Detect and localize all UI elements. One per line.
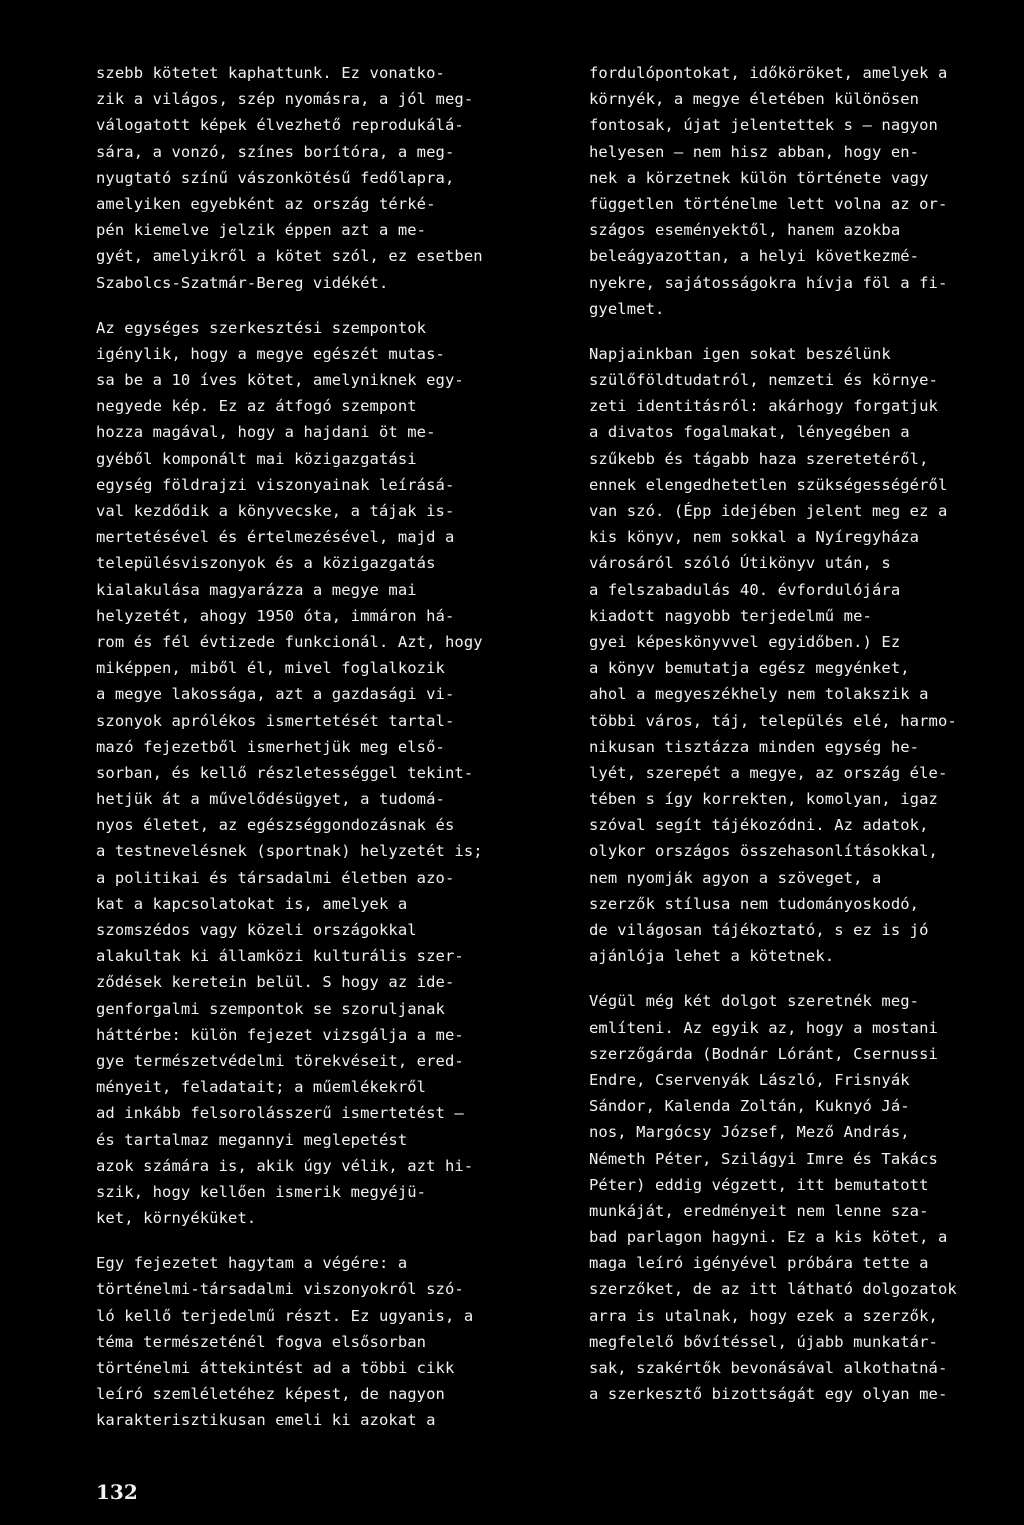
left-text-line: ad inkább felsorolásszerű ismertetést —: [96, 1104, 464, 1123]
right-text-line: szóval segít tájékozódni. Az adatok,: [589, 816, 929, 835]
right-text-line: arra is utalnak, hogy ezek a szerzők,: [589, 1306, 938, 1325]
right-text-line: fontosak, újat jelentettek s — nagyon: [589, 116, 938, 135]
right-text-line: helyesen — nem hisz abban, hogy en-: [589, 142, 920, 161]
right-text-line: nos, Margócsy József, Mező András,: [589, 1123, 910, 1142]
right-text-line: Végül még két dolgot szeretnék meg-: [589, 992, 920, 1011]
right-text-line: munkáját, eredményeit nem lenne sza-: [589, 1201, 929, 1220]
right-text-line: gyei képeskönyvvel egyidőben.) Ez: [589, 632, 901, 651]
right-paragraph-2: [589, 341, 1013, 970]
right-text-line: megfelelő bővítéssel, újabb munkatár-: [589, 1332, 938, 1351]
left-text-line: egység földrajzi viszonyainak leírásá-: [96, 475, 455, 494]
left-text-line: genforgalmi szempontok se szoruljanak: [96, 999, 445, 1018]
right-text-line: tében s így korrekten, komolyan, igaz: [589, 790, 938, 809]
left-text-line: történelmi áttekintést ad a többi cikk: [96, 1359, 455, 1377]
left-text-line: gyéből komponált mai közigazgatási: [96, 449, 417, 468]
page-number: 132: [96, 1480, 138, 1504]
right-text-line: kis könyv, nem sokkal a Nyíregyháza: [589, 528, 920, 547]
left-text-line: gyét, amelyikről a kötet szól, ez esetben: [96, 247, 483, 266]
left-text-line: mertetésével és értelmezésével, majd a: [96, 528, 455, 547]
right-text-line: nem nyomják agyon a szöveget, a: [589, 868, 882, 887]
right-text-line: ahol a megyeszékhely nem tolakszik a: [589, 685, 929, 704]
right-text-line: szerzőket, de az itt látható dolgozatok: [589, 1280, 957, 1299]
left-text-line: igénylik, hogy a megye egészét mutas-: [96, 344, 445, 363]
left-text-line: leíró szemléletéhez képest, de nagyon: [96, 1385, 445, 1404]
right-text-line: nikusan tisztázza minden egység he-: [589, 737, 920, 756]
right-text-line: ajánlója lehet a kötetnek.: [589, 947, 835, 966]
left-text-line: nyos életet, az egészséggondozásnak és: [96, 816, 455, 835]
left-text-line: hozza magával, hogy a hajdani öt me-: [96, 423, 436, 442]
left-text-line: pén kiemelve jelzik éppen azt a me-: [96, 221, 427, 240]
right-text-line: olykor országos összehasonlításokkal,: [589, 842, 938, 861]
left-text-line: szik, hogy kellően ismerik megyéjü-: [96, 1182, 427, 1201]
right-text-line: Péter) eddig végzett, itt bemutatott: [589, 1175, 929, 1194]
right-text-line: sak, szakértők bevonásával alkothatná-: [589, 1359, 948, 1377]
left-text-line: a testnevelésnek (sportnak) helyzetét is;: [96, 842, 483, 861]
right-text-line: beleágyazottan, a helyi következmé-: [589, 247, 920, 266]
left-text-line: és tartalmaz megannyi meglepetést: [96, 1130, 408, 1149]
left-text-line: amelyiken egyebként az ország térké-: [96, 194, 436, 213]
right-text-line: a szerkesztő bizottságát egy olyan me-: [589, 1385, 948, 1404]
right-text-line: ennek elengedhetetlen szükségességéről: [589, 475, 948, 494]
left-text-line: ményeit, feladatait; a műemlékekről: [96, 1078, 427, 1097]
right-text-line: Endre, Cservenyák László, Frisnyák: [589, 1070, 910, 1089]
left-text-line: mazó fejezetből ismerhetjük meg első-: [96, 737, 445, 756]
right-text-line: független történelme lett volna az or-: [589, 194, 948, 213]
right-text-line: szülőföldtudatról, nemzeti és környe-: [589, 371, 938, 390]
left-text-line: negyede kép. Ez az átfogó szempont: [96, 397, 417, 416]
right-text-line: nek a körzetnek külön története vagy: [589, 168, 929, 187]
left-text-line: sára, a vonzó, színes borítóra, a meg-: [96, 142, 455, 161]
right-text-line: de világosan tájékoztató, s ez is jó: [589, 921, 929, 939]
left-text-line: val kezdődik a könyvecske, a tájak is-: [96, 502, 455, 520]
right-paragraph-1: [589, 60, 1013, 322]
right-text-line: szűkebb és tágabb haza szeretetéről,: [589, 449, 929, 468]
left-text-line: zik a világos, szép nyomásra, a jól meg-: [96, 90, 474, 109]
left-text-line: ló kellő terjedelmű részt. Ez ugyanis, a: [96, 1306, 474, 1325]
right-text-line: bad parlagon hagyni. Ez a kis kötet, a: [589, 1228, 948, 1247]
left-text-line: kat a kapcsolatokat is, amelyek a: [96, 894, 408, 913]
right-text-line: szágos eseményektől, hanem azokba: [589, 221, 901, 240]
left-text-line: alakultak ki államközi kulturális szer-: [96, 947, 464, 966]
left-text-line: szomszédos vagy közeli országokkal: [96, 921, 417, 939]
right-text-line: környék, a megye életében különösen: [589, 90, 920, 109]
left-text-line: szonyok aprólékos ismertetését tartal-: [96, 711, 455, 730]
right-paragraph-3: [589, 988, 1013, 1407]
left-text-line: sa be a 10 íves kötet, amelyniknek egy-: [96, 371, 464, 390]
left-text-line: sorban, és kellő részletességgel tekint-: [96, 763, 474, 782]
left-paragraph-1: [96, 60, 508, 296]
left-text-line: Egy fejezetet hagytam a végére: a: [96, 1254, 408, 1273]
left-text-line: helyzetét, ahogy 1950 óta, immáron há-: [96, 606, 455, 625]
right-text-line: városáról szóló Útikönyv után, s: [589, 554, 891, 573]
right-text-line: lyét, szerepét a megye, az ország éle-: [589, 763, 948, 782]
right-text-line: a divatos fogalmakat, lényegében a: [589, 423, 910, 442]
right-text-line: van szó. (Épp idejében jelent meg ez a: [589, 502, 948, 520]
right-column: [589, 60, 1013, 1407]
right-text-line: maga leíró igényével próbára tette a: [589, 1254, 929, 1273]
left-text-line: háttérbe: külön fejezet vizsgálja a me-: [96, 1025, 464, 1044]
right-text-line: fordulópontokat, időköröket, amelyek a: [589, 64, 948, 82]
right-text-line: Sándor, Kalenda Zoltán, Kuknyó Já-: [589, 1097, 910, 1116]
right-text-line: nyekre, sajátosságokra hívja föl a fi-: [589, 273, 948, 292]
right-text-line: említeni. Az egyik az, hogy a mostani: [589, 1018, 938, 1037]
left-text-line: válogatott képek élvezhető reprodukálá-: [96, 116, 464, 135]
right-text-line: a könyv bemutatja egész megyénket,: [589, 659, 910, 678]
right-text-line: szerzőgárda (Bodnár Lóránt, Csernussi: [589, 1044, 938, 1063]
left-text-line: történelmi-társadalmi viszonyokról szó-: [96, 1280, 464, 1299]
left-text-line: településviszonyok és a közigazgatás: [96, 554, 436, 573]
left-text-line: szebb kötetet kaphattunk. Ez vonatko-: [96, 64, 445, 82]
left-text-line: miképpen, miből él, mivel foglalkozik: [96, 659, 445, 678]
left-text-line: hetjük át a művelődésügyet, a tudomá-: [96, 790, 445, 809]
right-text-line: szerzők stílusa nem tudományoskodó,: [589, 894, 920, 913]
right-text-line: gyelmet.: [589, 299, 665, 318]
left-text-line: gye természetvédelmi törekvéseit, ered-: [96, 1051, 464, 1070]
right-text-line: zeti identitásról: akárhogy forgatjuk: [589, 397, 938, 416]
right-text-line: a felszabadulás 40. évfordulójára: [589, 580, 901, 599]
left-text-line: karakterisztikusan emeli ki azokat a: [96, 1411, 436, 1430]
left-text-line: ződések keretein belül. S hogy az ide-: [96, 973, 455, 992]
left-text-line: ket, környéküket.: [96, 1209, 257, 1228]
left-text-line: a megye lakossága, azt a gazdasági vi-: [96, 685, 455, 704]
right-text-line: Napjainkban igen sokat beszélünk: [589, 344, 891, 363]
left-paragraph-2: [96, 315, 508, 1232]
right-text-line: Németh Péter, Szilágyi Imre és Takács: [589, 1149, 938, 1168]
left-text-line: nyugtató színű vászonkötésű fedőlapra,: [96, 168, 455, 187]
left-text-line: Szabolcs-Szatmár-Bereg vidékét.: [96, 273, 389, 292]
right-text-line: többi város, táj, település elé, harmo-: [589, 711, 957, 730]
left-column: [96, 60, 508, 1434]
left-text-line: téma természeténél fogva elsősorban: [96, 1332, 427, 1351]
left-text-line: rom és fél évtizede funkcionál. Azt, hogy: [96, 632, 483, 651]
left-paragraph-3: [96, 1250, 508, 1433]
left-text-line: azok számára is, akik úgy vélik, azt hi-: [96, 1156, 474, 1175]
left-text-line: kialakulása magyarázza a megye mai: [96, 580, 417, 599]
left-text-line: a politikai és társadalmi életben azo-: [96, 868, 455, 887]
right-text-line: kiadott nagyobb terjedelmű me-: [589, 606, 872, 625]
left-text-line: Az egységes szerkesztési szempontok: [96, 318, 427, 337]
